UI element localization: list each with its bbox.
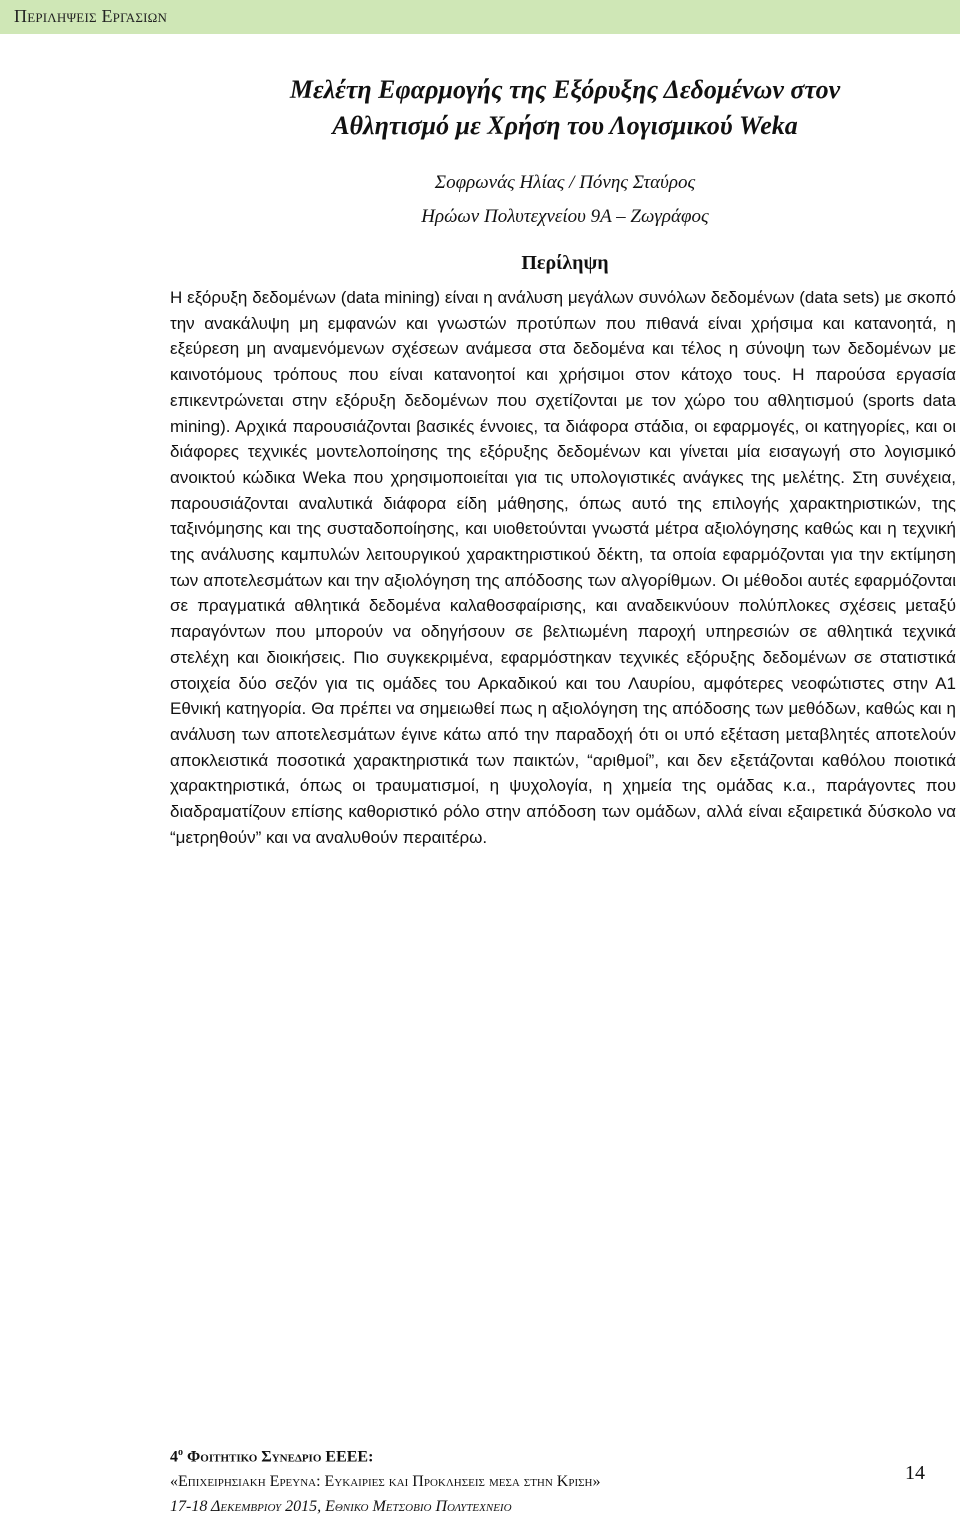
conference-footer <box>170 1440 930 1519</box>
conference-number: 4 <box>170 1448 178 1466</box>
conference-ordinal: ο <box>178 1447 183 1458</box>
conference-date-location: 17-18 Δεκεμβριου 2015, Εθνικο Μετσοβιο Πολυτεχνειο <box>170 1498 512 1516</box>
paper-title <box>170 72 960 144</box>
abstract-text: Η εξόρυξη δεδομένων (data mining) είναι η ανάλυση μεγάλων συνόλων δεδομένων (data sets) με σκοπό την ανακάλυψη μη εμφανών και γνωστών προτύπων που πιθανά είναι χρήσιμα και κατανοητά, η εξεύρεση μη αναμενόμενων σχέσεων ανάμεσα στα δεδομένα και τέλος η σύνοψη των δεδομένων με καινοτόμους τρόπους που είναι κατανοητοί και χρήσιμοι στον κάτοχο τους. Η παρούσα εργασία επικεντρώνεται στην εξόρυξη δεδομένων που σχετίζονται με τον χώρο του αθλητισμού (sports data mining). Αρχικά παρουσιάζονται βασικές έννοιες, τα διάφορα στάδια, οι εφαρμογές, οι κατηγορίες, και οι διάφορες τεχνικές μοντελοποίησης της εξόρυξης δεδομένων και γίνεται μία εισαγωγή στο λογισμικό ανοικτού κώδικα Weka που χρησιμοποιείται για τις υπολογιστικές ανάγκες της μελέτης. Στη συνέχεια, παρουσιάζονται αναλυτικά διάφορα είδη μάθησης, όπως αυτό της επιλογής χαρακτηριστικών, της ταξινόμησης και της συσταδοποίησης, και υιοθετούνται γνωστά μέτρα αξιολόγησης καθώς και η τεχνική της ανάλυσης καμπυλών λειτουργικού χαρακτηριστικού δέκτη, τα οποία εφαρμόζονται για την εκτίμηση των αποτελεσμάτων και την αξιολόγηση της απόδοσης των αλγορίθμων. Οι μέθοδοι αυτές εφαρμόζονται σε πραγματικά αθλητικά δεδομένα καλαθοσφαίρισης, και αναδεικνύουν πολύπλοκες σχέσεις μεταξύ παραγόντων που μπορούν να οδηγήσουν σε βελτιωμένη παροχή υπηρεσιών σε αθλητικά τεχνικά στελέχη και διοικήσεις. Πιο συγκεκριμένα, εφαρμόστηκαν τεχνικές εξόρυξης δεδομένων σε στατιστικά στοιχεία δύο σεζόν για τις ομάδες του Αρκαδικού και του Λαυρίου, αμφότερες νεοφώτιστες στην Α1 Εθνική κατηγορία. Θα πρέπει να σημειωθεί πως η αξιολόγηση της απόδοσης των μεθόδων, καθώς και η ανάλυση των αποτελεσμάτων έγινε κάτω από την παραδοχή ότι οι υπό εξέταση μεταβλητές αποτελούν αποκλειστικά ποσοτικά χαρακτηριστικά των παικτών, “αριθμοί”, και δεν εξετάζονται καθόλου ποιοτικά χαρακτηριστικά, όπως οι τραυματισμοί, η ψυχολογία, η χημεία της ομάδας κ.α., παράγοντες που διαδραματίζουν επίσης καθοριστικό ρόλο στην απόδοση των ομάδων, αλλά είναι εξαιρετικά δύσκολο να “μετρηθούν” και να αναλυθούν περαιτέρω. <box>170 288 956 847</box>
conference-name <box>170 1440 930 1469</box>
title-line-1: Μελέτη Εφαρμογής της Εξόρυξης Δεδομένων στον <box>289 75 841 104</box>
title-line-2: Αθλητισμό με Χρήση του Λογισμικού Weka <box>332 111 798 140</box>
authors: Σοφρωνάς Ηλίας / Πόνης Σταύρος <box>434 172 696 193</box>
author-block <box>170 166 960 234</box>
address: Ηρώων Πολυτεχνείου 9Α – Ζωγράφος <box>421 206 709 227</box>
abstract-heading: Περίληψη <box>521 252 609 274</box>
section-title: Περιληψεισ Εργασιων <box>14 6 168 26</box>
conference-theme: «Επιχειρησιακη Ερευνα: Ευκαιριες και Προκλησεις μεσα στην Κριση» <box>170 1473 601 1491</box>
page-number: 14 <box>905 1462 925 1484</box>
conference-title: Φοιτητικο Συνεδριο ΕΕΕΕ: <box>187 1448 374 1466</box>
